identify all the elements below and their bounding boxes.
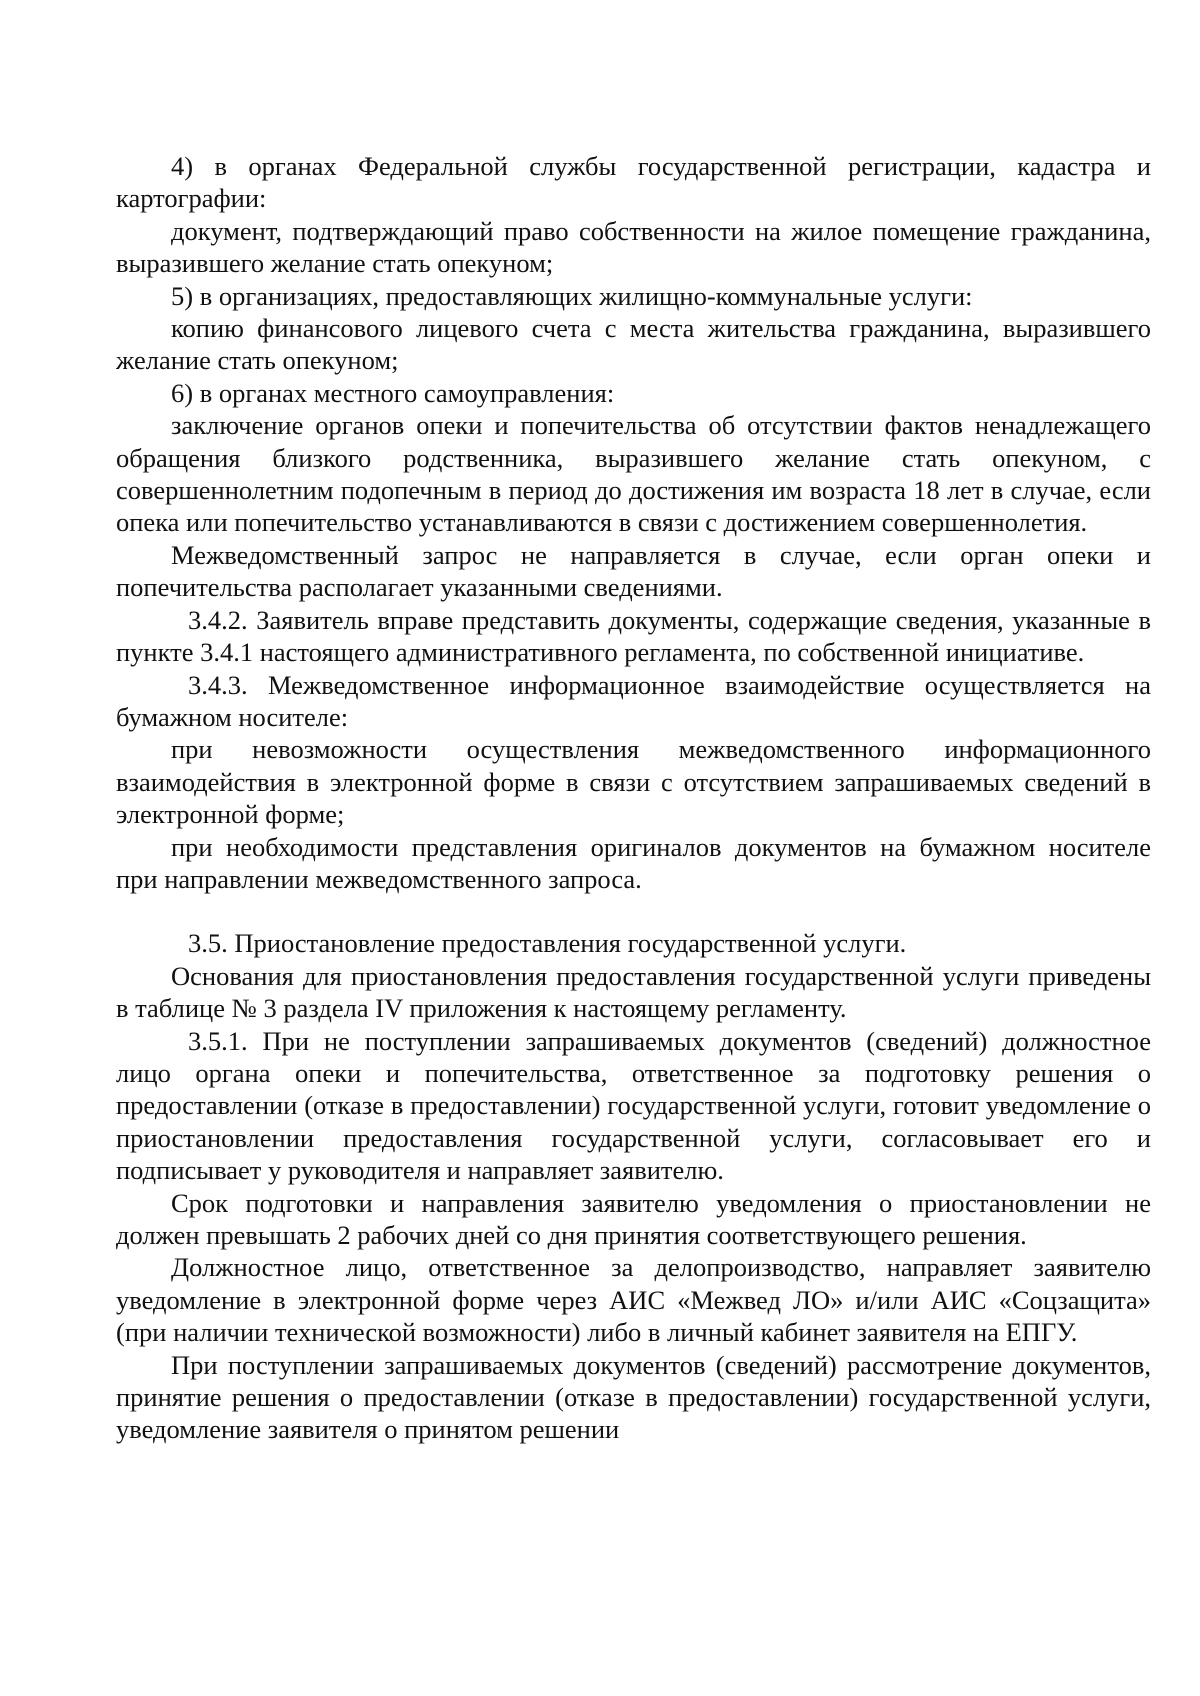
section-heading-3-5: 3.5. Приостановление предоставления государственной услуги. bbox=[188, 928, 907, 959]
paragraph-records-officer: Должностное лицо, ответственное за делопроизводство, направляет заявителю уведомление в электронной форме через АИС «Межвед ЛО» и/или АИС «Соцзащита» (при наличии технической возможности) либо в личный кабинет заявителя на ЕПГУ. bbox=[116, 1252, 1151, 1348]
paragraph-rosreestr: 4) в органах Федеральной службы государственной регистрации, кадастра и картографии: bbox=[116, 151, 1151, 214]
paragraph-originals-necessity: при необходимости представления оригиналов документов на бумажном носителе при направлении межведомственного запроса. bbox=[116, 831, 1151, 894]
paragraph-ownership-document: документ, подтверждающий право собственности на жилое помещение гражданина, выразившего желание стать опекуном; bbox=[116, 215, 1151, 279]
paragraph-interagency-request: Межведомственный запрос не направляется в случае, если орган опеки и попечительства располагает указанными сведениями. bbox=[116, 539, 1151, 603]
paragraph-account-copy: копию финансового лицевого счета с места жительства гражданина, выразившего желание стать опекуном; bbox=[116, 313, 1151, 376]
paragraph-housing-organizations: 5) в организациях, предоставляющих жилищно-коммунальные услуги: bbox=[171, 280, 973, 311]
paragraph-local-government: 6) в органах местного самоуправления: bbox=[171, 377, 615, 408]
document-body bbox=[116, 150, 1151, 1446]
paragraph-3-4-3: 3.4.3. Межведомственное информационное взаимодействие осуществляется на бумажном носителе: bbox=[116, 669, 1151, 732]
paragraph-3-4-2: 3.4.2. Заявитель вправе представить документы, содержащие сведения, указанные в пункте 3.4.1 настоящего административного регламента, по собственной инициативе. bbox=[116, 604, 1151, 668]
paragraph-notice-deadline: Срок подготовки и направления заявителю уведомления о приостановлении не должен превышать 2 рабочих дней со дня принятия соответствующего решения. bbox=[116, 1187, 1151, 1250]
paragraph-electronic-impossibility: при невозможности осуществления межведомственного информационного взаимодействия в электронной форме в связи с отсутствием запрашиваемых сведений в электронной форме; bbox=[116, 734, 1151, 830]
paragraph-guardianship-conclusion: заключение органов опеки и попечительства об отсутствии фактов ненадлежащего обращения близкого родственника, выразившего желание стать опекуном, с совершеннолетним подопечным в период до достижения им возраста 18 лет в случае, если опека или попечительство устанавливаются в связи с достижением совершеннолетия. bbox=[116, 410, 1151, 538]
paragraph-3-5-1: 3.5.1. При не поступлении запрашиваемых документов (сведений) должностное лицо органа опеки и попечительства, ответственное за подготовку решения о предоставлении (отказе в предоставлении) государственной услуги, готовит уведомление о приостановлении предоставления государственной услуги, согласовывает его и подписывает у руководителя и направляет заявителю. bbox=[116, 1025, 1151, 1186]
section-spacer bbox=[116, 895, 1151, 927]
paragraph-suspension-grounds: Основания для приостановления предоставления государственной услуги приведены в таблице № 3 раздела IV приложения к настоящему регламенту. bbox=[116, 960, 1151, 1024]
paragraph-documents-received: При поступлении запрашиваемых документов (сведений) рассмотрение документов, принятие решения о предоставлении (отказе в предоставлении) государственной услуги, уведомление заявителя о принятом решении bbox=[116, 1349, 1151, 1445]
